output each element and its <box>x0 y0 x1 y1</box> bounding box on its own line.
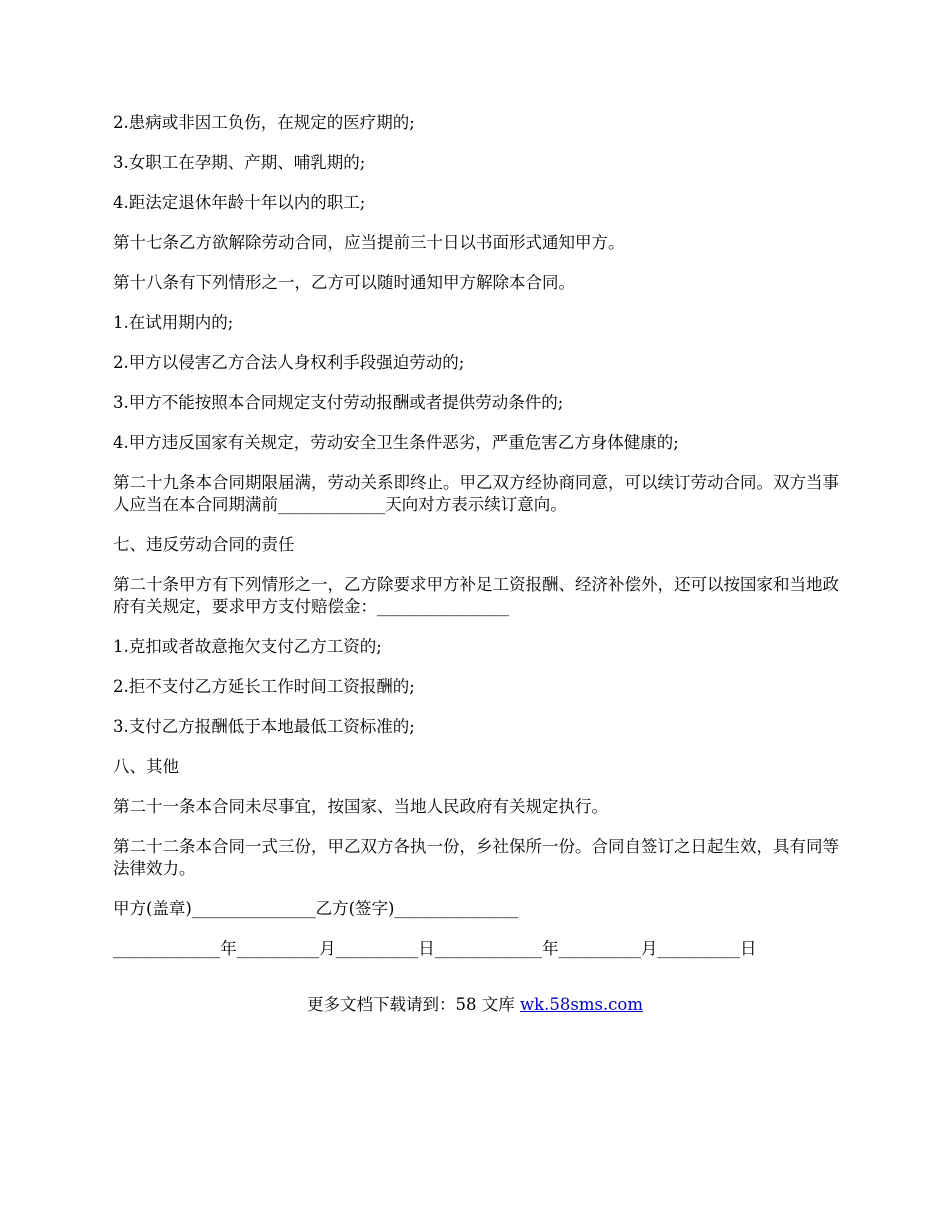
clause-item: 1.在试用期内的; <box>113 313 234 332</box>
article-18: 第十八条有下列情形之一，乙方可以随时通知甲方解除本合同。 <box>113 273 575 292</box>
section-heading-8: 八、其他 <box>113 757 179 776</box>
section-heading-7: 七、违反劳动合同的责任 <box>113 535 295 554</box>
clause-item: 4.甲方违反国家有关规定，劳动安全卫生条件恶劣，严重危害乙方身体健康的; <box>113 433 679 452</box>
clause-item: 2.甲方以侵害乙方合法人身权利手段强迫劳动的; <box>113 353 465 372</box>
clause-item: 2.患病或非因工负伤，在规定的医疗期的; <box>113 113 415 132</box>
article-21: 第二十一条本合同未尽事宜，按国家、当地人民政府有关规定执行。 <box>113 797 608 816</box>
footer-text: 更多文档下载请到：58 文库 <box>306 995 520 1014</box>
clause-item: 4.距法定退休年龄十年以内的职工; <box>113 193 366 212</box>
clause-item: 3.支付乙方报酬低于本地最低工资标准的; <box>113 717 415 736</box>
article-17: 第十七条乙方欲解除劳动合同，应当提前三十日以书面形式通知甲方。 <box>113 233 625 252</box>
footer-link[interactable]: wk.58sms.com <box>519 995 643 1014</box>
clause-item: 3.甲方不能按照本合同规定支付劳动报酬或者提供劳动条件的; <box>113 393 564 412</box>
clause-item: 2.拒不支付乙方延长工作时间工资报酬的; <box>113 677 415 696</box>
article-29: 第二十九条本合同期限届满，劳动关系即终止。甲乙双方经协商同意，可以续订劳动合同。双方当事人应当在本合同期满前_____________天向对方表示续订意向。 <box>113 473 839 514</box>
article-22: 第二十二条本合同一式三份，甲乙双方各执一份，乡社保所一份。合同自签订之日起生效，具有同等法律效力。 <box>113 837 839 878</box>
document-body <box>113 112 843 978</box>
signature-line: 甲方(盖章)_______________乙方(签字)_______________ <box>113 899 519 918</box>
clause-item: 1.克扣或者故意拖欠支付乙方工资的; <box>113 637 382 656</box>
date-line: _____________年__________月__________日_____________年__________月__________日 <box>113 939 757 958</box>
clause-item: 3.女职工在孕期、产期、哺乳期的; <box>113 153 366 172</box>
article-20: 第二十条甲方有下列情形之一，乙方除要求甲方补足工资报酬、经济补偿外，还可以按国家和当地政府有关规定，要求甲方支付赔偿金：________________ <box>113 575 839 616</box>
download-footer <box>0 994 950 1016</box>
